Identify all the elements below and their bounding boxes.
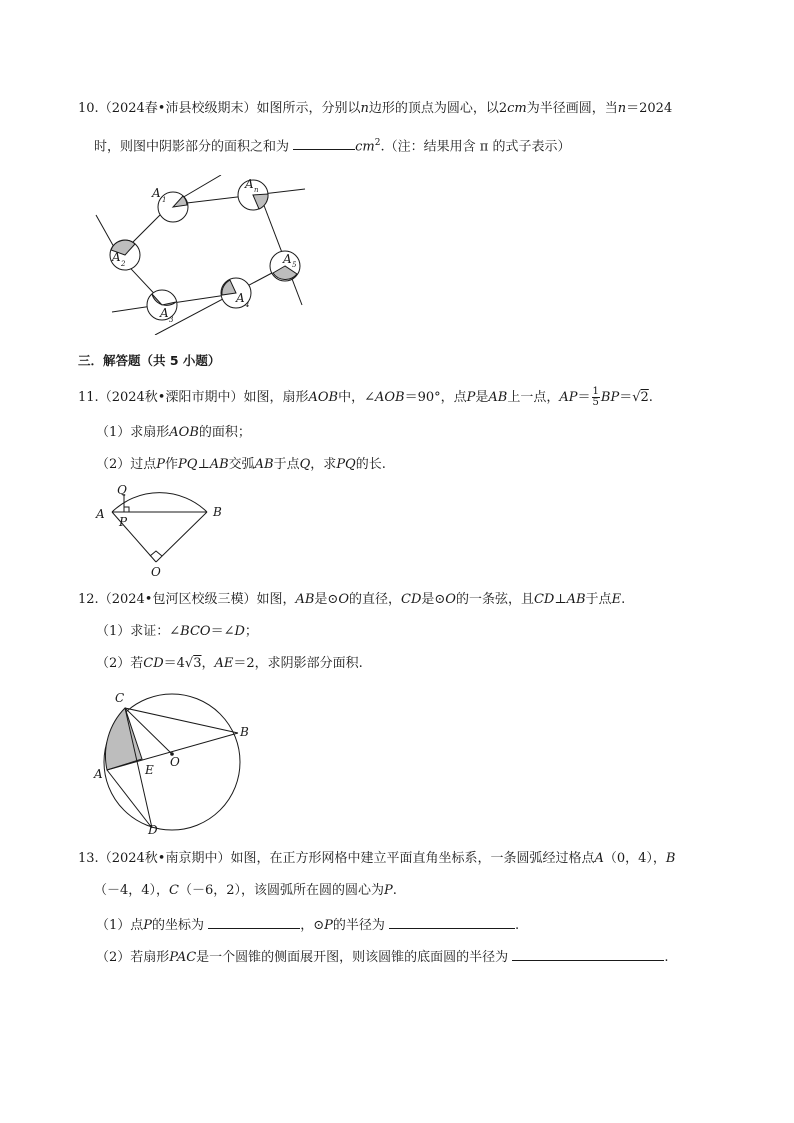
q10-line2: 时，则图中阴影部分的面积之和为 $cm^2$.（注：结果用含 π 的式子表示） <box>94 134 570 156</box>
q12-label-d: D <box>148 823 158 837</box>
q13-line1: 13.（2024秋•南京期中）如图，在正方形网格中建立平面直角坐标系，一条圆弧经过格点A（0，4），B <box>78 851 676 866</box>
q10-label-a5: A <box>283 252 292 266</box>
q12-label-b: B <box>240 725 249 739</box>
q11-figure <box>88 480 238 580</box>
q11-label-p: P <box>119 515 128 529</box>
q10-label-a1: A <box>152 186 161 200</box>
q13-part2: （2）若扇形PAC是一个圆锥的侧面展开图，则该圆锥的底面圆的半径为 . <box>96 946 668 967</box>
svg-text:n: n <box>254 186 259 194</box>
q13-cone-radius-blank[interactable] <box>512 946 664 961</box>
q11-part1: （1）求扇形AOB的面积； <box>96 425 251 440</box>
q10-figure <box>90 175 320 335</box>
q10-answer-blank[interactable] <box>293 135 355 150</box>
q12-label-o: O <box>170 755 180 769</box>
q11-part2: （2）过点P作PQ⊥AB交弧AB于点Q，求PQ的长. <box>96 457 386 472</box>
svg-text:2: 2 <box>121 260 126 268</box>
section3-title: 三．解答题（共 5 小题） <box>78 353 221 368</box>
q10-source: （2024春•沛县校级期末） <box>98 101 257 116</box>
q12-figure <box>88 688 268 838</box>
q11-line1: 11.（2024秋•溧阳市期中）如图，扇形AOB中，∠AOB＝90°，点P是AB上一点，AP＝ $\frac{1}{5}$ BP＝√2. <box>78 386 653 408</box>
svg-text:1: 1 <box>162 196 167 204</box>
q11-label-o: O <box>151 565 161 579</box>
q13-part1: （1）点P的坐标为 ，⊙P的半径为 . <box>96 914 519 935</box>
q12-part1: （1）求证：∠BCO＝∠D； <box>96 624 258 639</box>
q13-radius-blank[interactable] <box>389 914 515 929</box>
q10-label-a2: A <box>112 250 121 264</box>
q11-label-b: B <box>213 505 222 519</box>
q10-label-a4: A <box>236 291 245 305</box>
q13-line2: （－4，4），C（－6，2），该圆弧所在圆的圆心为P. <box>94 883 397 898</box>
q10-label-an: A <box>245 177 254 191</box>
q13-p-coord-blank[interactable] <box>208 914 300 929</box>
q11-fraction: $\frac{1}{5}$ <box>592 386 599 408</box>
q12-label-a: A <box>94 767 103 781</box>
q10-number: 10. <box>78 101 99 116</box>
q12-label-c: C <box>115 691 125 705</box>
svg-text:4: 4 <box>245 301 250 309</box>
q12-part2: （2）若CD＝4√3，AE＝2，求阴影部分面积. <box>96 656 363 671</box>
q12-line1: 12.（2024•包河区校级三模）如图，AB是⊙O的直径，CD是⊙O的一条弦，且CD⊥AB于点E. <box>78 592 626 607</box>
q12-label-e: E <box>145 763 154 777</box>
q11-label-q: Q <box>117 483 127 497</box>
q10-label-a3: A <box>160 306 169 320</box>
svg-text:3: 3 <box>169 316 174 324</box>
svg-text:5: 5 <box>292 261 297 269</box>
q10-line1: 10.（2024春•沛县校级期末）如图所示，分别以n边形的顶点为圆心，以2cm为半径画圆，当n＝2024 <box>78 101 673 116</box>
q11-label-a: A <box>96 507 105 521</box>
